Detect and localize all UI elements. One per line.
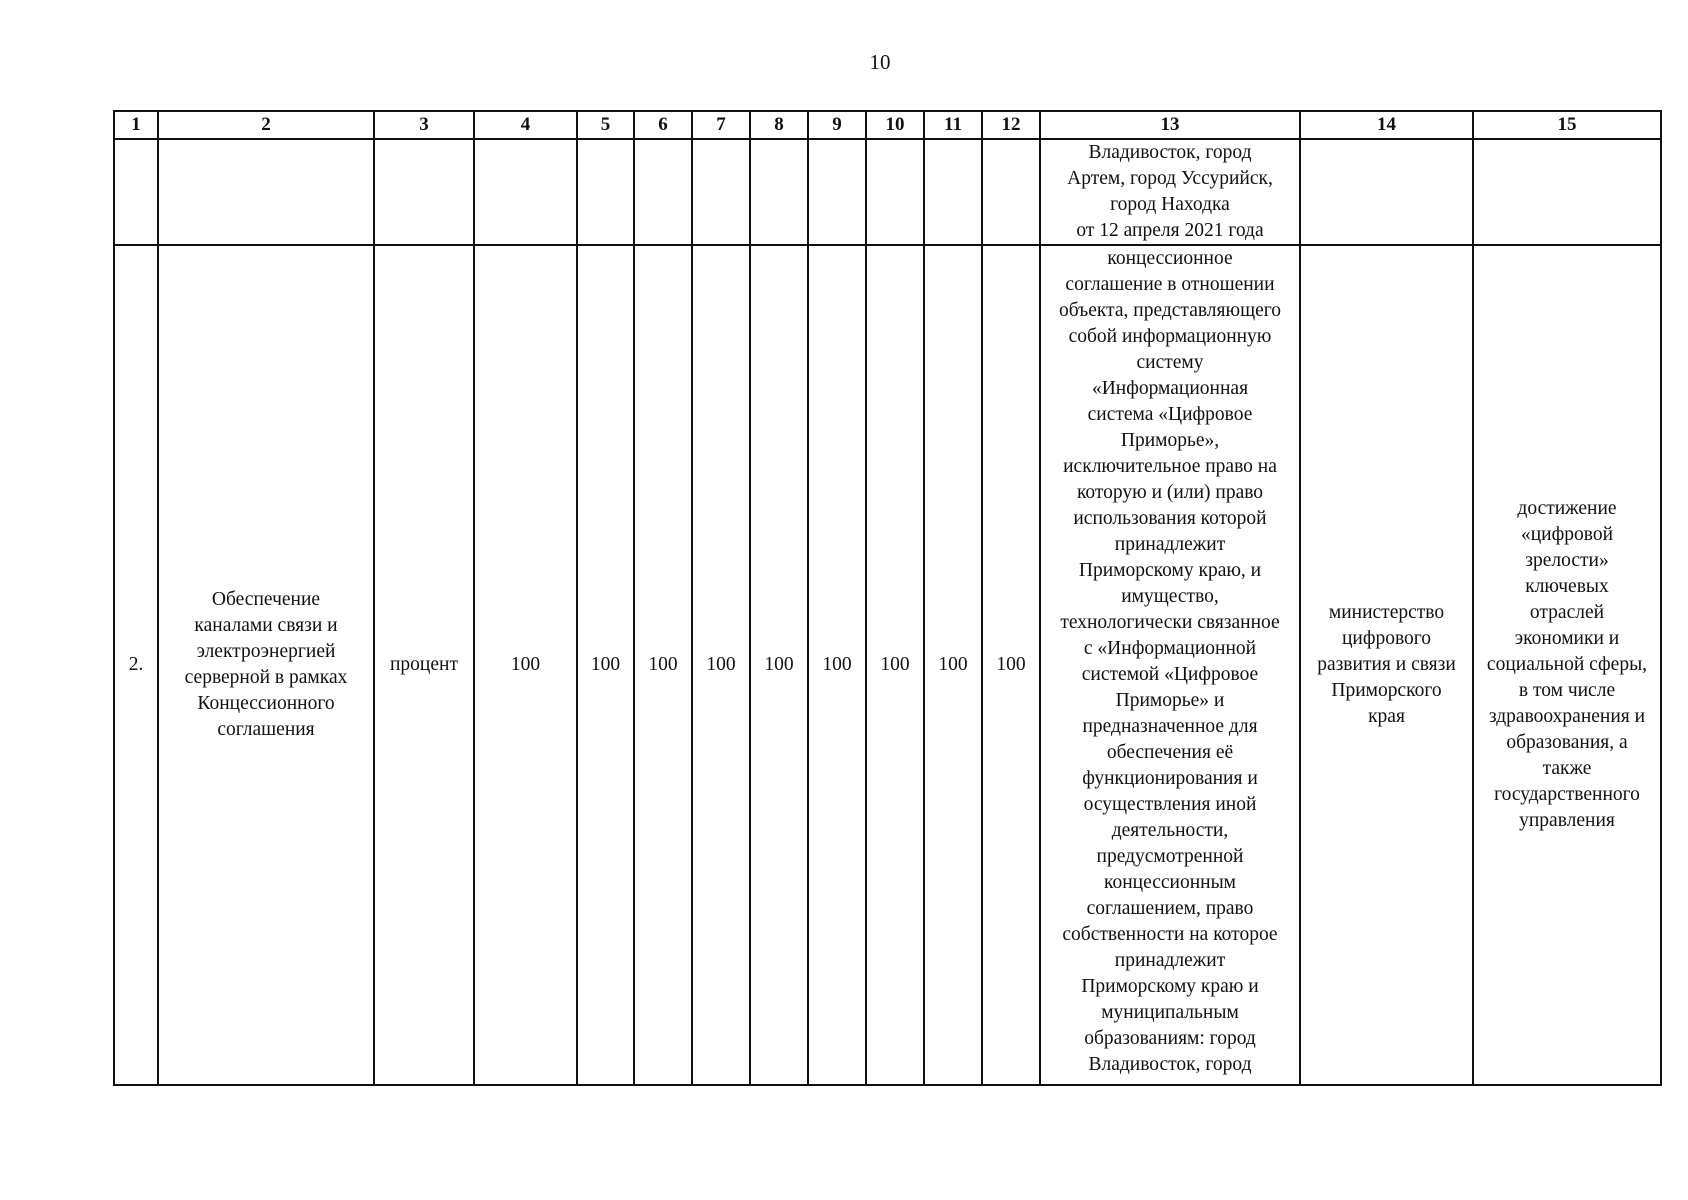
- table-cell: [374, 139, 474, 245]
- column-header: 2: [158, 111, 374, 139]
- column-header: 5: [577, 111, 634, 139]
- value-cell: 100: [808, 245, 866, 1085]
- table-cell: [750, 139, 808, 245]
- responsible-cell: министерство цифрового развития и связи Приморского края: [1300, 245, 1473, 1085]
- indicators-table: [113, 110, 1662, 1086]
- table-cell: [474, 139, 577, 245]
- table-cell: [1473, 139, 1661, 245]
- table-cell: [114, 139, 158, 245]
- table-row: [114, 245, 1661, 1085]
- table-cell: [692, 139, 750, 245]
- column-header: 9: [808, 111, 866, 139]
- column-header: 4: [474, 111, 577, 139]
- row-number-cell: 2.: [114, 245, 158, 1085]
- column-header: 14: [1300, 111, 1473, 139]
- table-cell: [982, 139, 1040, 245]
- column-header: 1: [114, 111, 158, 139]
- value-cell: 100: [474, 245, 577, 1085]
- table-cell: [158, 139, 374, 245]
- column-header: 10: [866, 111, 924, 139]
- value-cell: 100: [982, 245, 1040, 1085]
- column-header: 15: [1473, 111, 1661, 139]
- value-cell: 100: [634, 245, 692, 1085]
- table-cell: [924, 139, 982, 245]
- goal-cell: достижение «цифровой зрелости» ключевых отраслей экономики и социальной сферы, в том числе здравоохранения и образования, а также государственного управления: [1473, 245, 1661, 1085]
- column-header: 12: [982, 111, 1040, 139]
- table-row-continuation: [114, 139, 1661, 245]
- document-cell: концессионное соглашение в отношении объекта, представляющего собой информационную систему «Информационная система «Цифровое Приморье», исключительное право на которую и (или) право использования которой принадлежит Приморскому краю, и имущество, технологически связанное с «Информационной системой «Цифровое Приморье» и предназначенное для обеспечения её функционирования и осуществления иной деятельности, предусмотренной концессионным соглашением, право собственности на которое принадлежит Приморскому краю и муниципальным образованиям: город Владивосток, город: [1040, 245, 1300, 1085]
- table-cell: [577, 139, 634, 245]
- column-header: 11: [924, 111, 982, 139]
- column-header: 8: [750, 111, 808, 139]
- value-cell: 100: [866, 245, 924, 1085]
- value-cell: 100: [692, 245, 750, 1085]
- column-header: 6: [634, 111, 692, 139]
- column-header: 7: [692, 111, 750, 139]
- table-cell: [1300, 139, 1473, 245]
- document-cell-continuation: Владивосток, город Артем, город Уссурийск, город Находка от 12 апреля 2021 года: [1040, 139, 1300, 245]
- unit-cell: процент: [374, 245, 474, 1085]
- header-row: [114, 111, 1661, 139]
- value-cell: 100: [750, 245, 808, 1085]
- value-cell: 100: [577, 245, 634, 1085]
- table-cell: [866, 139, 924, 245]
- column-header: 13: [1040, 111, 1300, 139]
- table-cell: [808, 139, 866, 245]
- column-header: 3: [374, 111, 474, 139]
- table-cell: [634, 139, 692, 245]
- page-number: 10: [869, 50, 891, 74]
- value-cell: 100: [924, 245, 982, 1085]
- indicator-name-cell: Обеспечение каналами связи и электроэнергией серверной в рамках Концессионного соглашения: [158, 245, 374, 1085]
